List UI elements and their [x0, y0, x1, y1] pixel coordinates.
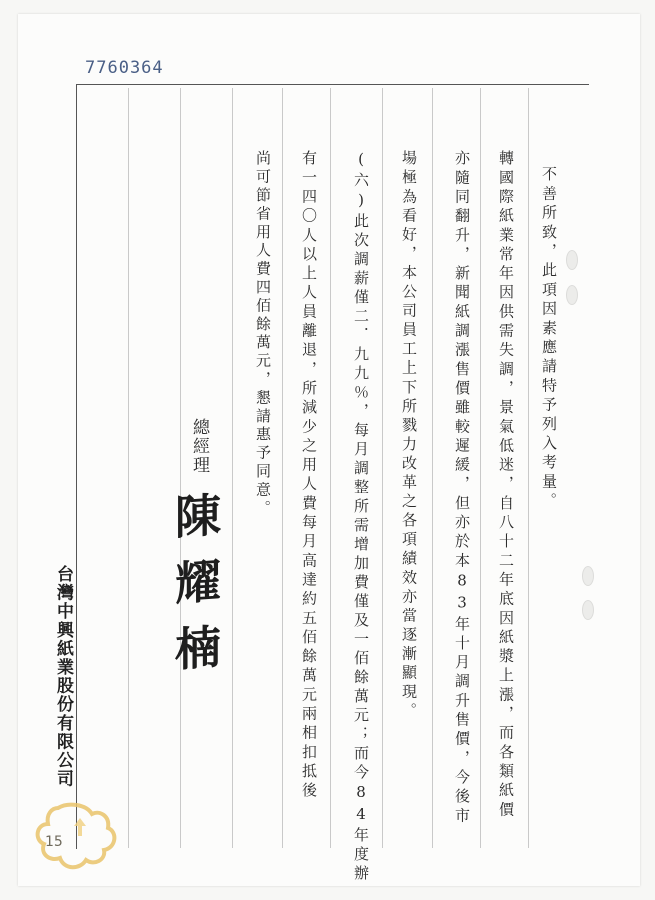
- column-rule: [528, 88, 529, 848]
- column-rule: [232, 88, 233, 848]
- page-number: 15: [45, 834, 63, 850]
- handwritten-signature: 陳耀楠: [168, 490, 222, 692]
- column-rule: [382, 88, 383, 848]
- text-column-2: 轉國際紙業常年因供需失調，景氣低迷，自八十二年底因紙漿上漲，而各類紙價: [497, 150, 515, 821]
- punch-hole: [566, 285, 578, 305]
- archive-watermark-icon: [28, 800, 128, 878]
- punch-hole: [566, 250, 578, 270]
- column-rule: [282, 88, 283, 848]
- text-column-3: 亦隨同翻升，新聞紙調漲售價雖較遲緩，但亦於本83年十月調升售價，今後市: [453, 150, 471, 827]
- text-column-4: 場極為看好，本公司員工上下所戮力改革之各項績效亦當逐漸顯現。: [400, 150, 418, 722]
- text-column-5: (六)此次調薪僅二．九九％，每月調整所需增加費僅及一佰餘萬元；而今84年度辦: [352, 150, 370, 884]
- watermark-emblem: [74, 818, 86, 836]
- column-rule: [128, 88, 129, 848]
- text-column-1: 不善所致，此項因素應請特予列入考量。: [540, 166, 558, 512]
- text-column-6: 有一四〇人以上人員離退，所減少之用人費每月高達約五佰餘萬元兩相扣抵後: [300, 150, 318, 802]
- column-rule: [432, 88, 433, 848]
- punch-hole: [582, 566, 594, 586]
- column-rule: [480, 88, 481, 848]
- column-rule: [180, 88, 181, 848]
- company-name-stamp: 台灣中興紙業股份有限公司: [53, 565, 73, 789]
- column-rule: [330, 88, 331, 848]
- text-column-7: 尚可節省用人費四佰餘萬元，懇請惠予同意。: [254, 150, 272, 518]
- punch-hole: [582, 600, 594, 620]
- document-number: 7760364: [85, 58, 164, 78]
- signatory-title: 總經理: [189, 418, 209, 475]
